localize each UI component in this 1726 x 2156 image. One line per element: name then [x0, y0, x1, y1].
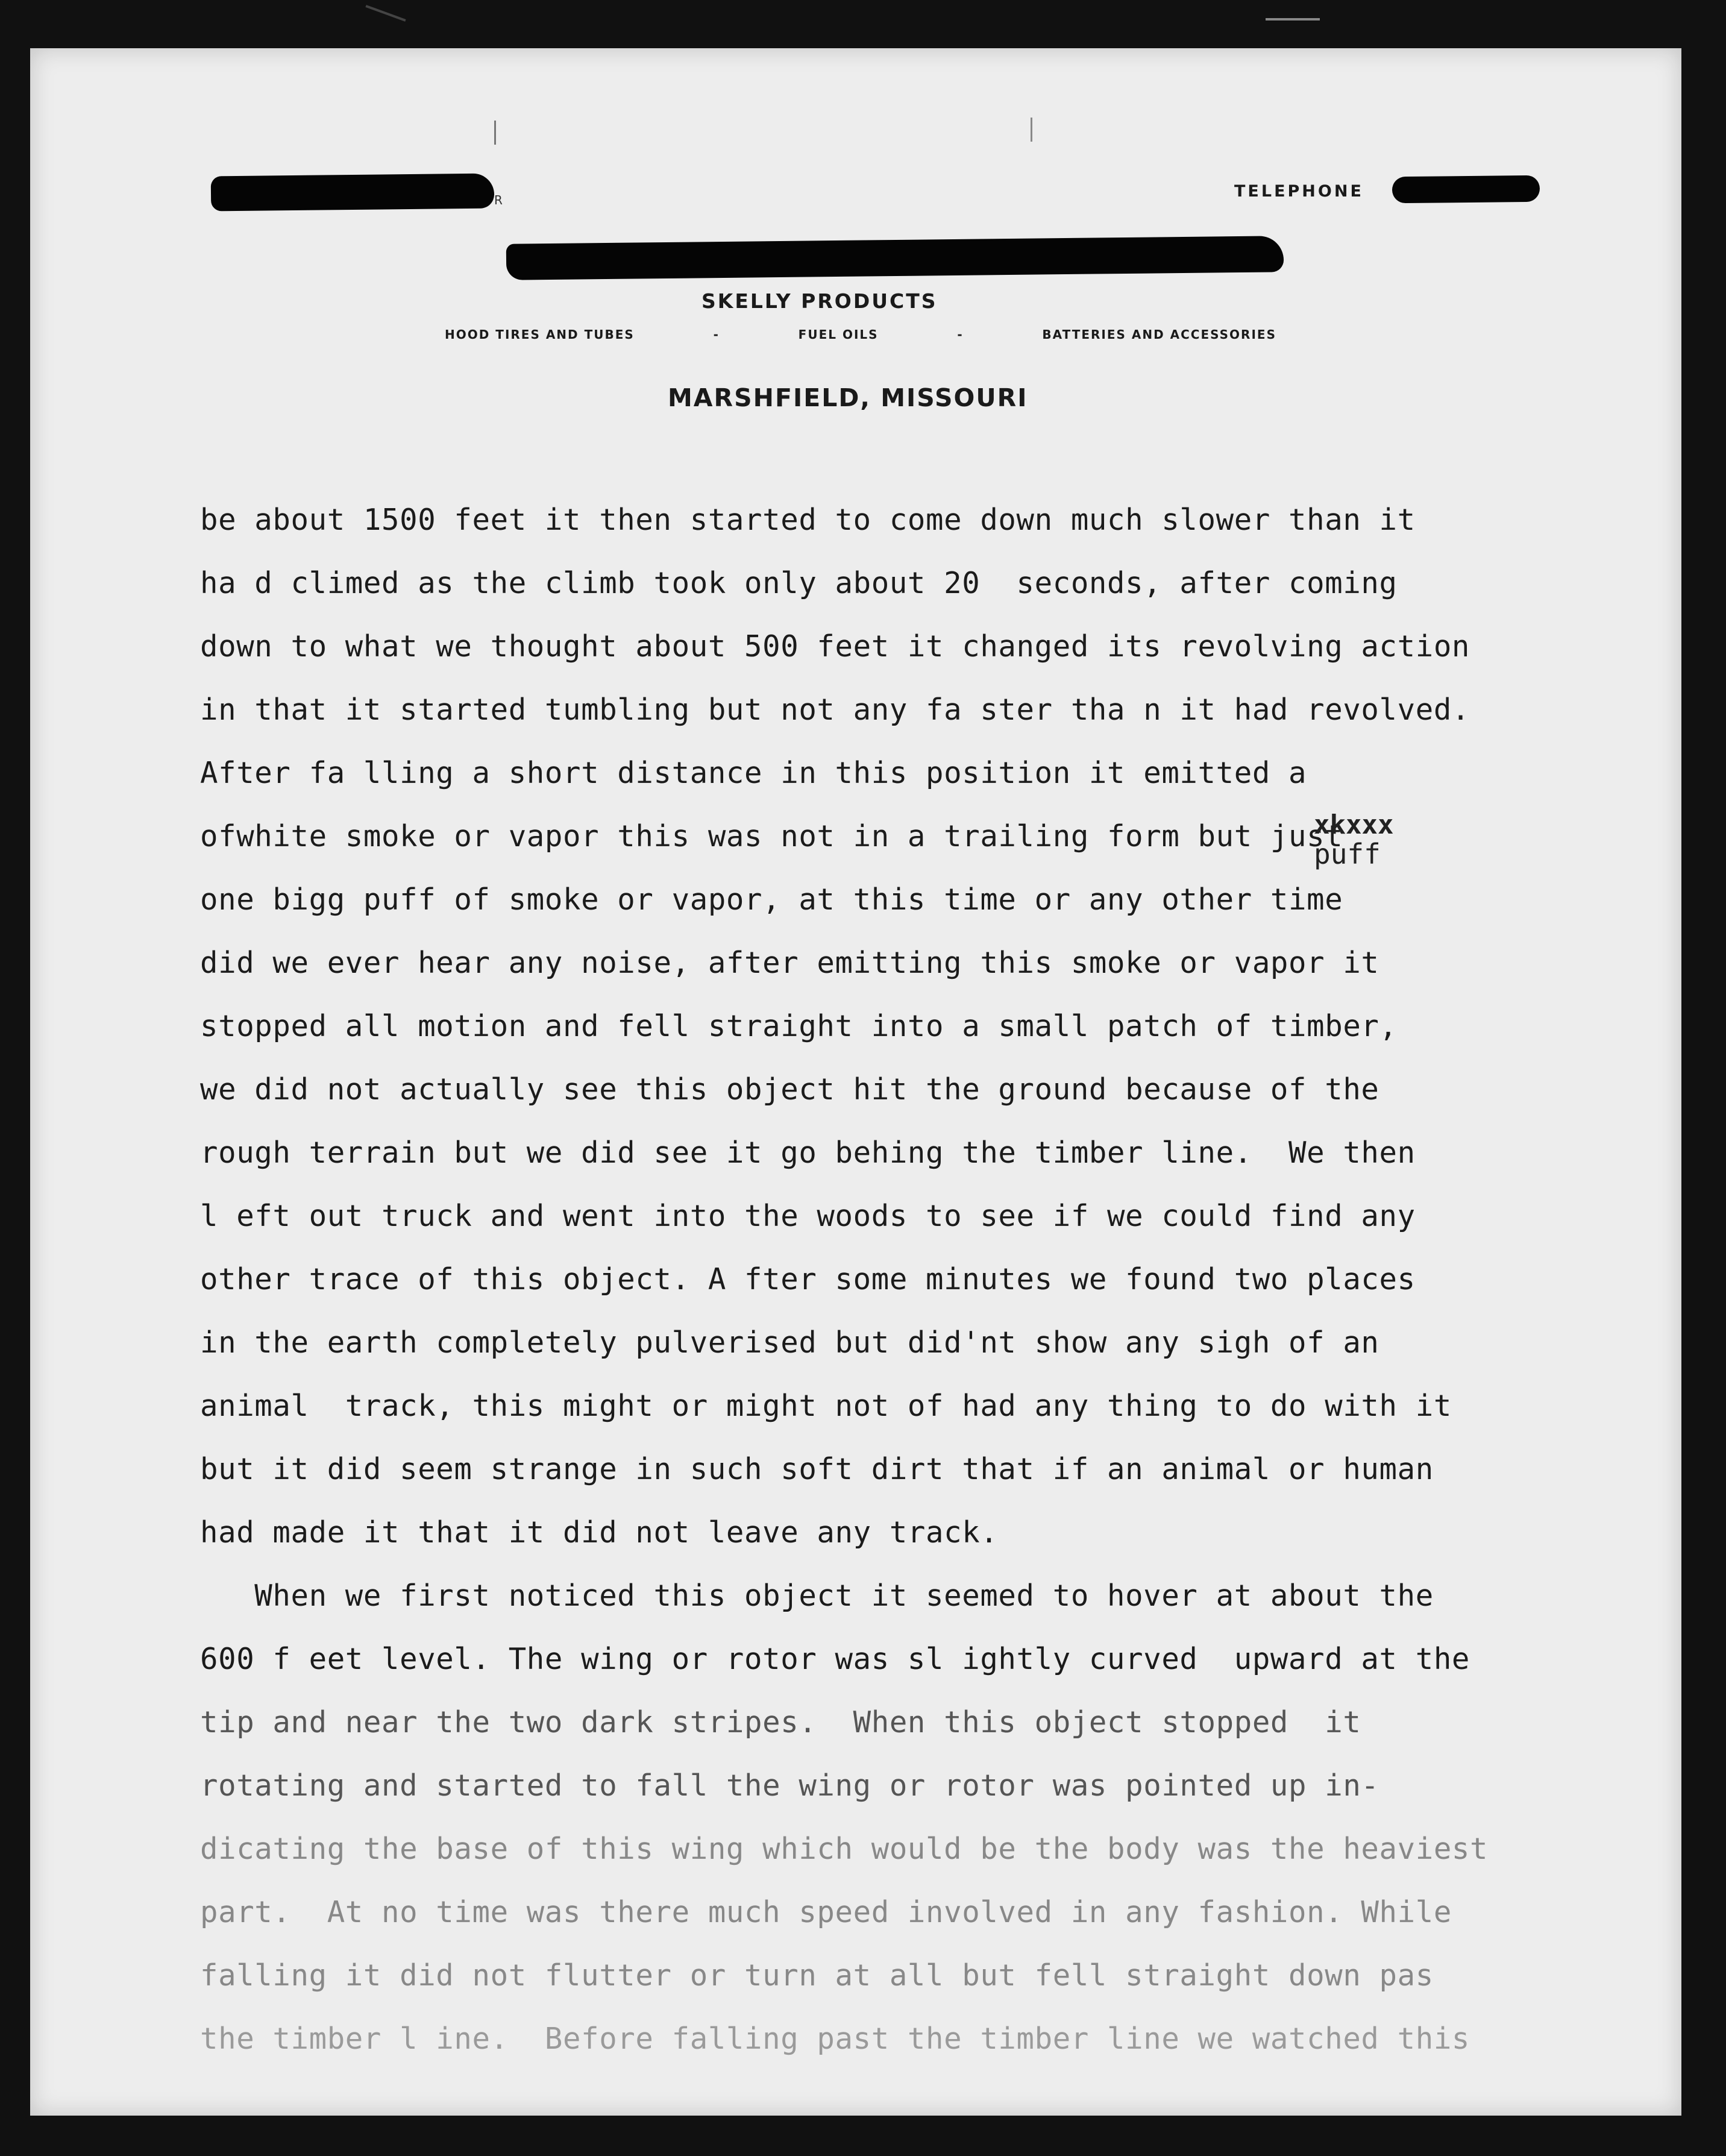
body-line: the timber l ine. Before falling past the timber line we watched this: [200, 2022, 1470, 2056]
redaction-mark-name: [211, 174, 495, 212]
letterhead-city: MARSHFIELD, MISSOURI: [668, 383, 1028, 412]
body-line: stopped all motion and fell straight into a small patch of timber,: [200, 1009, 1398, 1043]
body-line: After fa lling a short distance in this position it emitted a: [200, 756, 1307, 790]
scan-speck: [1266, 18, 1320, 20]
body-line: one bigg puff of smoke or vapor, at this time or any other time: [200, 882, 1343, 917]
tagline-item: HOOD TIRES AND TUBES: [445, 327, 635, 342]
scan-speck: [1031, 118, 1032, 142]
letter-body: [200, 488, 1646, 2070]
body-line: rotating and started to fall the wing or rotor was pointed up in-: [200, 1768, 1379, 1803]
letterhead-tagline: [445, 327, 1276, 342]
body-line: in the earth completely pulverised but did'nt show any sigh of an: [200, 1325, 1379, 1360]
body-line: rough terrain but we did see it go behing the timber line. We then: [200, 1136, 1416, 1170]
tagline-separator: -: [713, 327, 720, 342]
body-line: down to what we thought about 500 feet it changed its revolving action: [200, 629, 1470, 664]
body-line: dicating the base of this wing which would be the body was the heaviest: [200, 1832, 1489, 1866]
body-line: we did not actually see this object hit the ground because of the: [200, 1072, 1379, 1107]
letter-page: [30, 48, 1681, 2116]
company-name: SKELLY PRODUCTS: [701, 289, 938, 313]
letterhead-r-mark: R: [494, 193, 503, 207]
body-line: l eft out truck and went into the woods to see if we could find any: [200, 1199, 1416, 1233]
scan-speck: [494, 121, 496, 145]
body-line: tip and near the two dark stripes. When this object stopped it: [200, 1705, 1361, 1740]
scan-speck: [365, 5, 406, 22]
inserted-word: puff: [1314, 838, 1381, 870]
body-line: animal track, this might or might not of had any thing to do with it: [200, 1389, 1452, 1423]
body-line: had made it that it did not leave any track.: [200, 1515, 999, 1550]
body-line: other trace of this object. A fter some minutes we found two places: [200, 1262, 1416, 1296]
telephone-label: TELEPHONE: [1234, 182, 1364, 201]
body-line: ofwhite smoke or vapor this was not in a trailing form but just: [200, 819, 1343, 853]
tagline-item: BATTERIES AND ACCESSORIES: [1042, 327, 1276, 342]
body-line: ha d climed as the climb took only about 20 seconds, after coming: [200, 566, 1398, 600]
overstruck-word: xkxxx: [1314, 809, 1394, 840]
tagline-separator: -: [957, 327, 964, 342]
redaction-mark-title: [506, 236, 1284, 280]
body-line: falling it did not flutter or turn at all but fell straight down pas: [200, 1958, 1434, 1993]
body-line: part. At no time was there much speed involved in any fashion. While: [200, 1895, 1452, 1929]
body-line: did we ever hear any noise, after emitting this smoke or vapor it: [200, 946, 1379, 980]
body-line: 600 f eet level. The wing or rotor was sl ightly curved upward at the: [200, 1642, 1470, 1676]
body-line: When we first noticed this object it seemed to hover at about the: [200, 1579, 1434, 1613]
tagline-item: FUEL OILS: [798, 327, 879, 342]
body-line: in that it started tumbling but not any fa ster tha n it had revolved.: [200, 693, 1470, 727]
redaction-mark-telephone: [1392, 175, 1540, 204]
body-line: but it did seem strange in such soft dirt that if an animal or human: [200, 1452, 1434, 1486]
body-line: be about 1500 feet it then started to come down much slower than it: [200, 503, 1416, 537]
